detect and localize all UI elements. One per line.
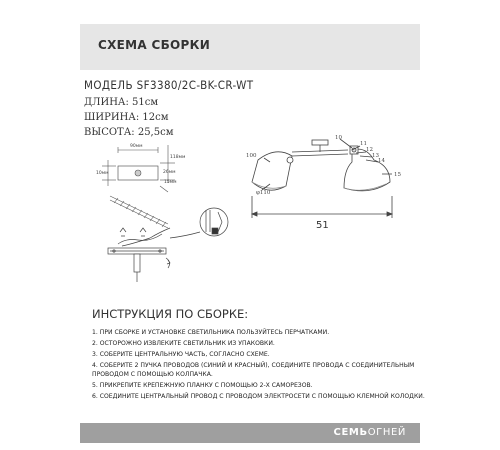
- instruction-step: 4. СОБЕРИТЕ 2 ПУЧКА ПРОВОДОВ (СИНИЙ И КРАСНЫЙ), СОЕДИНИТЕ ПРОВОДА С СОЕДИНИТЕЛЬНЫМ ПРОВОДОМ С ПОМОЩЬЮ КОЛПАЧКА.: [92, 361, 415, 378]
- callout-15: 15: [394, 172, 401, 178]
- spec-height: ВЫСОТА: 25,5см: [84, 127, 174, 138]
- instructions-title: ИНСТРУКЦИЯ ПО СБОРКЕ:: [92, 307, 249, 321]
- spec-length: ДЛИНА: 51см: [84, 97, 159, 108]
- callout-10: 10: [335, 135, 342, 141]
- callout-14: 14: [378, 158, 385, 164]
- brand-light: ОГНЕЙ: [367, 427, 406, 438]
- instruction-step: 6. СОЕДИНИТЕ ЦЕНТРАЛЬНЫЙ ПРОВОД С ПРОВОДОМ ЭЛЕКТРОСЕТИ С ПОМОЩЬЮ КЛЕМНОЙ КОЛОДКИ.: [92, 392, 425, 400]
- spec-width: ШИРИНА: 12см: [84, 112, 169, 123]
- page-title: СХЕМА СБОРКИ: [98, 38, 211, 52]
- instruction-step: 2. ОСТОРОЖНО ИЗВЛЕКИТЕ СВЕТИЛЬНИК ИЗ УПАКОВКИ.: [92, 339, 275, 347]
- brand-bold: СЕМЬ: [333, 427, 368, 438]
- dim-118: 118мм: [170, 155, 186, 160]
- callout-12: 12: [366, 147, 373, 153]
- mounting-assembly-icon: [108, 228, 170, 282]
- dim-length-51: 51: [316, 220, 329, 231]
- footer-bar: [80, 423, 420, 443]
- dim-110: φ110: [256, 190, 271, 196]
- instruction-step: 3. СОБЕРИТЕ ЦЕНТРАЛЬНУЮ ЧАСТЬ, СОГЛАСНО СХЕМЕ.: [92, 350, 270, 358]
- brand-logo: [334, 427, 406, 438]
- instructions-list: [92, 328, 425, 401]
- instruction-step: 5. ПРИКРЕПИТЕ КРЕПЕЖНУЮ ПЛАНКУ С ПОМОЩЬЮ 2-Х САМОРЕЗОВ.: [92, 381, 313, 389]
- dim-90: 90мм: [130, 144, 143, 149]
- callout-11: 11: [360, 141, 367, 147]
- wire-connection-detail-icon: [170, 208, 228, 238]
- model-number: МОДЕЛЬ SF3380/2C-BK-CR-WT: [84, 78, 254, 92]
- dim-26: 26мм: [163, 170, 176, 175]
- dim-100: 100: [246, 153, 257, 159]
- dim-15: 15мм: [164, 180, 177, 185]
- ceiling-hatch-icon: [110, 196, 168, 228]
- dim-10: 10мм: [96, 171, 109, 176]
- callout-13: 13: [372, 153, 379, 159]
- instruction-step: 1. ПРИ СБОРКЕ И УСТАНОВКЕ СВЕТИЛЬНИКА ПОЛЬЗУЙТЕСЬ ПЕРЧАТКАМИ.: [92, 329, 330, 336]
